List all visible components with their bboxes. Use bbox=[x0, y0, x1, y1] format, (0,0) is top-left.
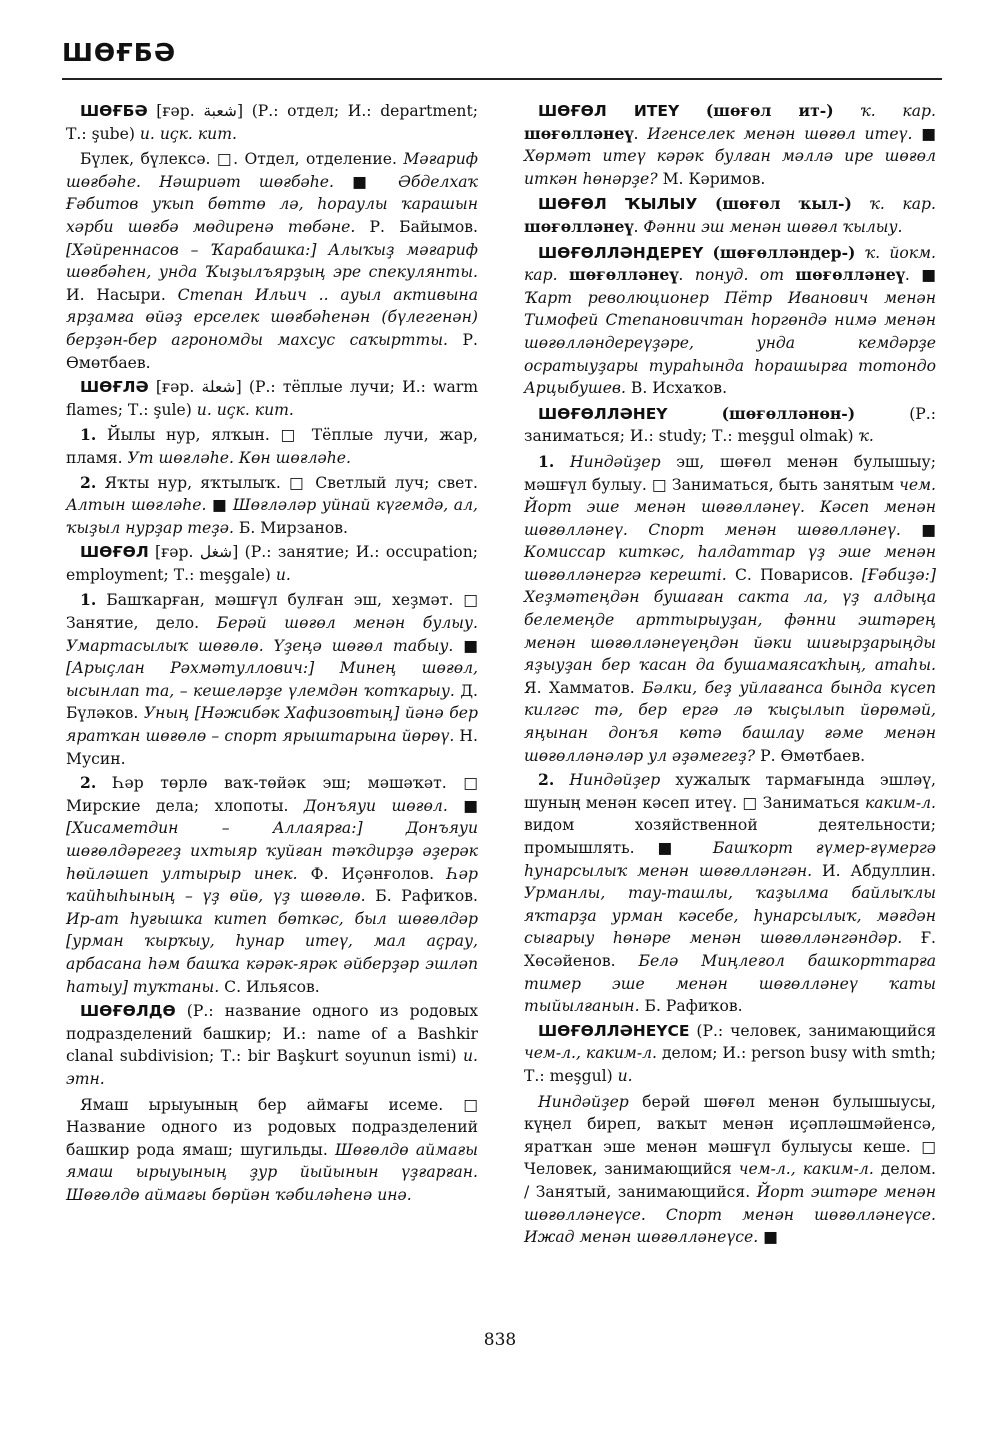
text: [ғәр. bbox=[147, 102, 204, 120]
text: (Р.: заниматься; И.: study; Т.: meşgul olmak) bbox=[524, 404, 936, 446]
headword: ШӨҒӨЛ bbox=[80, 543, 149, 562]
text bbox=[855, 244, 864, 262]
text: Башҡарған, мәшғүл булған эш, хеҙмәт. □ Занятие, дело. bbox=[66, 591, 478, 633]
author: И. Насыри. bbox=[66, 285, 178, 304]
quote: [Хисаметдин – Аллаярға:] Донъяуи шөғөлдәрегеҙ ихтыяр ҡуйған тәҡдирҙә әҙерәк һөйләшеп ултырыр инек. bbox=[66, 819, 478, 883]
sense-number: 2. bbox=[538, 770, 555, 790]
sense-number: 1. bbox=[80, 590, 97, 610]
entry-shogollaneuse bbox=[524, 1020, 936, 1088]
text: ] (Р.: тёплые лучи; И.: warm flames; Т.: şule) bbox=[66, 378, 478, 419]
text: . bbox=[904, 266, 922, 285]
text bbox=[679, 102, 706, 120]
grammar-label: каким-л. bbox=[864, 793, 936, 812]
author: Я. Хамматов. bbox=[524, 678, 643, 697]
grammar-label: ҡ. кар. bbox=[860, 102, 936, 120]
text bbox=[703, 244, 712, 262]
text bbox=[784, 266, 795, 284]
example: Йорт эше менән шөғөлләнеү. Кәсеп менән шөғөлләнеү. Спорт менән шөғөлләнеү. bbox=[524, 498, 936, 539]
right-column bbox=[524, 100, 936, 1251]
quote: Уның [Нәжибәк Хафизовтың] йәнә бер яратҡан шөғөлө – спорт ярыштарына йөрөү. bbox=[66, 704, 478, 746]
qualifier: Ниндәйҙер bbox=[569, 771, 661, 790]
quote: [Хәйреннасов – Ҡарабашка:] Алыҡыҙ мәғариф шөғбәһен, унда Ҡыҙылъярҙың эре спекулянты. bbox=[66, 240, 478, 282]
stem: (шөғөл ит-) bbox=[705, 101, 834, 120]
headword: ШӨҒӨЛ ҠЫЛЫУ bbox=[538, 195, 698, 214]
quote: Комиссар киткәс, һалдаттар үҙ эше менән шөғөлләнергә керешті. bbox=[524, 543, 936, 584]
example: Мәғариф шөғбәһе. Нәшриәт шөғбәһе. bbox=[66, 150, 478, 191]
text bbox=[834, 102, 861, 120]
example: Алтын шөғләһе. bbox=[66, 496, 212, 515]
sense-number: 1. bbox=[80, 425, 97, 445]
text: Бүлек, бүлексә. □. Отдел, отделение. bbox=[80, 150, 404, 169]
headword: ШӨҒӨЛЛӘНДЕРЕҮ bbox=[538, 243, 704, 262]
quote: Һәр ҡайһыһының – үҙ өйө, үҙ шөғөлө. bbox=[66, 864, 478, 906]
left-column bbox=[66, 100, 478, 1209]
text: . bbox=[678, 266, 695, 285]
arabic-etymon: شعبة bbox=[203, 102, 237, 120]
qualifier: Ниндәйҙер bbox=[538, 1092, 629, 1111]
headword: ШӨҒӨЛДӨ bbox=[80, 1002, 176, 1021]
text bbox=[697, 195, 715, 213]
text: (Р.: название одного из родовых подразделений башкир; И.: name of a Bashkir clanal subdivision; Т.: bir Başkurt soyunun ismi) bbox=[66, 1002, 478, 1066]
text: ] (Р.: занятие; И.: occupation; employment; Т.: meşgale) bbox=[66, 543, 478, 584]
text: [ғәр. bbox=[148, 543, 200, 562]
grammar-label: чем-л., каким-л. bbox=[524, 1044, 657, 1063]
stem: (шөғөлләнөн-) bbox=[721, 403, 856, 423]
quote: Башҡорт ғүмер-ғүмергә һунарсылыҡ менән шөғөлләнгән. bbox=[524, 839, 936, 880]
text: Йылы нур, ялҡын. □ Тёплые лучи, жар, пламя. bbox=[66, 426, 478, 467]
grammar-label: чем-л., каким-л. bbox=[738, 1160, 874, 1179]
definition bbox=[66, 472, 478, 540]
definition bbox=[66, 589, 478, 770]
definition bbox=[524, 769, 936, 1018]
arabic-etymon: شعلة bbox=[201, 378, 236, 397]
quote: Урманлы, тау-ташлы, ҡаҙылма байлыҡлы яҡтарҙа урман кәсебе, һунарсылыҡ, мәғдән сығарыу һөнәре менән шөғөлләнгәндәр. bbox=[524, 884, 936, 948]
quote: Әбделхаҡ Ғәбитов уҡып бөттө лә, һораулы ҡарашын хәрби шөғбә мөдиренә төбәне. bbox=[66, 172, 478, 236]
example: Фәнни эш менән шөғөл ҡылыу. bbox=[643, 217, 903, 236]
sense-number: 1. bbox=[538, 451, 555, 471]
quote: Хөрмәт итеү кәрәк булған мәллә ире шөғөл иткән һөнәрҙе? bbox=[524, 147, 936, 188]
grammar-label: ҡ. йокм. кар. bbox=[524, 243, 936, 285]
header-rule bbox=[62, 78, 942, 80]
text: хужалыҡ тармағында эшләү, шуның менән кәсеп итеү. □ Заниматься bbox=[524, 771, 936, 812]
text: эш, шөғөл менән булышыу; мәшғүл булыу. □ Заниматься, быть занятым bbox=[524, 452, 936, 494]
entry-shogollaneu bbox=[524, 403, 936, 448]
running-head: ШӨҒБӘ bbox=[62, 38, 177, 67]
stem: (шөғөлләндер-) bbox=[712, 242, 856, 262]
black-square-icon: ■ bbox=[463, 796, 478, 815]
author: С. Поварисов. bbox=[726, 565, 862, 584]
text bbox=[852, 195, 870, 213]
author: Р. Байымов. bbox=[355, 217, 478, 236]
grammar-label: ҡ. bbox=[858, 427, 874, 446]
headword: ШӨҒБӘ bbox=[80, 102, 148, 120]
grammar-label: ҡ. кар. bbox=[869, 195, 936, 214]
author: Р. Өмөтбаев. bbox=[755, 746, 866, 765]
quote: Ҡарт революционер Пётр Иванович менән Тимофей Степановичтан һоргөндә нимә менән шөғөлләндереүҙәре, унда кемдәрҙе осратыуҙары тураһында һорашырға тотондо Арцыбушев. bbox=[524, 288, 936, 398]
headword: ШӨҒЛӘ bbox=[80, 378, 149, 397]
text: Яҡты нур, яҡтылыҡ. □ Светлый луч; свет. bbox=[96, 473, 478, 492]
author: Д. Бүләков. bbox=[66, 681, 479, 723]
page-number: 838 bbox=[483, 1330, 517, 1350]
grammar-label: понуд. от bbox=[694, 266, 784, 285]
definition bbox=[524, 451, 936, 767]
text bbox=[554, 771, 569, 789]
headword: ШӨҒӨЛЛӘНЕҮ bbox=[538, 404, 668, 423]
entry-shogol bbox=[66, 541, 478, 586]
author: С. Ильясов. bbox=[219, 977, 320, 996]
grammar-label: и. этн. bbox=[66, 1047, 478, 1088]
quote: Степан Ильич .. ауыл активына ярҙамға өйәҙ ерселек шөғбәһенән (бүлегенән) берҙән-бер агрономды махсус саҡыртты. bbox=[66, 285, 478, 349]
grammar-label: и. иҫк. кит. bbox=[196, 400, 294, 419]
definition bbox=[524, 1091, 936, 1249]
qualifier: Ниндәйҙер bbox=[569, 452, 661, 471]
black-square-icon: ■ bbox=[921, 520, 936, 539]
cross-reference: шөғөлләнеү bbox=[524, 216, 634, 236]
example: Шөғөлдө аймағы ямаш ырыуының ҙур йыйынын үҙғарған. Шөғөлдө аймағы бөрйән ҡәбиләһенә инә. bbox=[66, 1140, 478, 1204]
black-square-icon: ■ bbox=[657, 839, 713, 857]
sense-number: 2. bbox=[80, 773, 97, 793]
text: . bbox=[633, 124, 648, 143]
arabic-etymon: شغل bbox=[199, 543, 233, 562]
text: [ғәр. bbox=[148, 378, 202, 397]
text: Ямаш ырыуының бер аймағы исеме. □ Название одного из родовых подразделений башкир рода ямаш; шугильды. bbox=[66, 1095, 478, 1159]
headword: ШӨҒӨЛЛӘНЕҮСЕ bbox=[538, 1021, 690, 1040]
black-square-icon: ■ bbox=[352, 172, 399, 191]
text bbox=[668, 405, 722, 423]
author: Б. Мирзанов. bbox=[233, 518, 348, 537]
example: Донъяуи шөғөл. bbox=[303, 796, 464, 815]
quote: [Арыҫлан Рәхмәтуллович:] Минең шөғөл, ысынлап та, – кешеләрҙе үлемдән ҡотҡарыу. bbox=[66, 659, 478, 700]
quote: Белә Миңлеғол башкорттарға тимер эше менән шөғөлләнеү ҡаты тыйылғанын. bbox=[524, 951, 936, 1016]
text: берәй шөғөл менән булышыусы, күңел биреп, ваҡыт менән иҫәпләшмәйенсә, яратҡан эше менән мәшғүл булыусы кеше. □ Человек, занимающийся bbox=[524, 1092, 936, 1179]
cross-reference: шөғөлләнеү bbox=[795, 265, 905, 285]
text: делом. / Занятый, занимающийся. bbox=[524, 1160, 936, 1201]
entry-shogolde bbox=[66, 1000, 478, 1090]
text: делом; И.: person busy with smth; Т.: meşgul) bbox=[524, 1044, 936, 1085]
grammar-label: и. иҫк. кит. bbox=[139, 124, 237, 143]
example: Игенселек менән шөғөл итеү. bbox=[647, 124, 922, 143]
text: (Р.: человек, занимающийся bbox=[689, 1021, 936, 1040]
entry-shogle bbox=[66, 376, 478, 421]
text: ] (Р.: отдел; И.: department; Т.: şube) bbox=[66, 102, 478, 143]
author: Б. Рафиҡов. bbox=[639, 997, 743, 1016]
entry-shogollenderеu bbox=[524, 242, 936, 400]
headword: ШӨҒӨЛ ИТЕҮ bbox=[538, 102, 680, 120]
black-square-icon: ■ bbox=[763, 1228, 778, 1247]
author: М. Кәримов. bbox=[657, 169, 766, 188]
definition bbox=[66, 148, 478, 374]
definition bbox=[66, 772, 478, 998]
text: . bbox=[633, 217, 644, 236]
black-square-icon: ■ bbox=[921, 266, 936, 285]
entry-shogbe bbox=[66, 100, 478, 145]
author: Б. Рафиҡов. bbox=[365, 887, 478, 906]
author: Р. Өмөтбаев. bbox=[66, 330, 478, 372]
definition bbox=[66, 424, 478, 469]
author: Ғ. Хөсәйенов. bbox=[524, 929, 936, 970]
definition bbox=[66, 1094, 478, 1207]
quote: Шөғләләр уйнай күгемдә, ал, ҡыҙыл нурҙар теҙә. bbox=[66, 496, 478, 537]
entry-shogol-qylyu bbox=[524, 193, 936, 238]
text: Һәр төрлө ваҡ-төйәк эш; мәшәҡәт. □ Мирские дела; хлопоты. bbox=[66, 774, 478, 815]
stem: (шөғөл ҡыл-) bbox=[714, 194, 852, 214]
author: И. Абдуллин. bbox=[812, 861, 936, 880]
black-square-icon: ■ bbox=[921, 124, 936, 143]
cross-reference: шөғөлләнеү bbox=[524, 123, 634, 143]
quote: [Ғәбиҙә:] Хеҙмәтеңдән бушаған сакта ла, үҙ алдыңа белемеңде арттырыуҙан, фәнни эштәрең менән шөғөлләнеүеңдән йәки шиғырҙарыңды яҙыуҙан бер ҡасан да бушамаясаҡһың, атаһы. bbox=[524, 565, 936, 675]
cross-reference: шөғөлләнеү bbox=[568, 265, 679, 285]
grammar-label: и. bbox=[275, 565, 291, 584]
text bbox=[554, 453, 570, 471]
text bbox=[558, 266, 569, 284]
text: видом хозяйственной деятельности; промышлять. bbox=[524, 816, 936, 857]
sense-number: 2. bbox=[80, 472, 97, 492]
author: В. Исхаҡов. bbox=[625, 379, 728, 398]
example: Йорт эштәре менән шөғөлләнеүсе. Спорт менән шөғөлләнеүсе. Ижад менән шөғөлләнеүсе. bbox=[524, 1182, 936, 1247]
entry-shogol-iteu bbox=[524, 100, 936, 190]
quote: Бәлки, беҙ уйлағанса бында күсеп килгәс тә, бер ергә лә ҡыҫылып йөрөмәй, яңынан донъя көтә башлау ғәме менән шөғөлләнәләр ул әҙәмегеҙ? bbox=[524, 678, 936, 765]
grammar-label: чем. bbox=[899, 475, 936, 494]
quote: Ир-ат һуғышка китеп бөткәс, был шөғөлдәр [урман ҡырҡыу, һунар итеү, мал аҫрау, арбасана һәм башҡа кәрәк-ярәк әйберҙәр эшләп һатыу] туҡтаны. bbox=[66, 909, 478, 996]
example: Берәй шөғөл менән булыу. Умартасылыҡ шөғөлө. Үҙеңә шөғөл табыу. bbox=[66, 614, 478, 655]
example: Ут шөғләһе. Көн шөғләһе. bbox=[127, 448, 351, 467]
black-square-icon: ■ bbox=[211, 496, 233, 515]
black-square-icon: ■ bbox=[463, 636, 478, 655]
author: Ф. Иҫәнғолов. bbox=[297, 864, 448, 883]
grammar-label: и. bbox=[617, 1066, 633, 1085]
author: Н. Мусин. bbox=[66, 727, 478, 768]
